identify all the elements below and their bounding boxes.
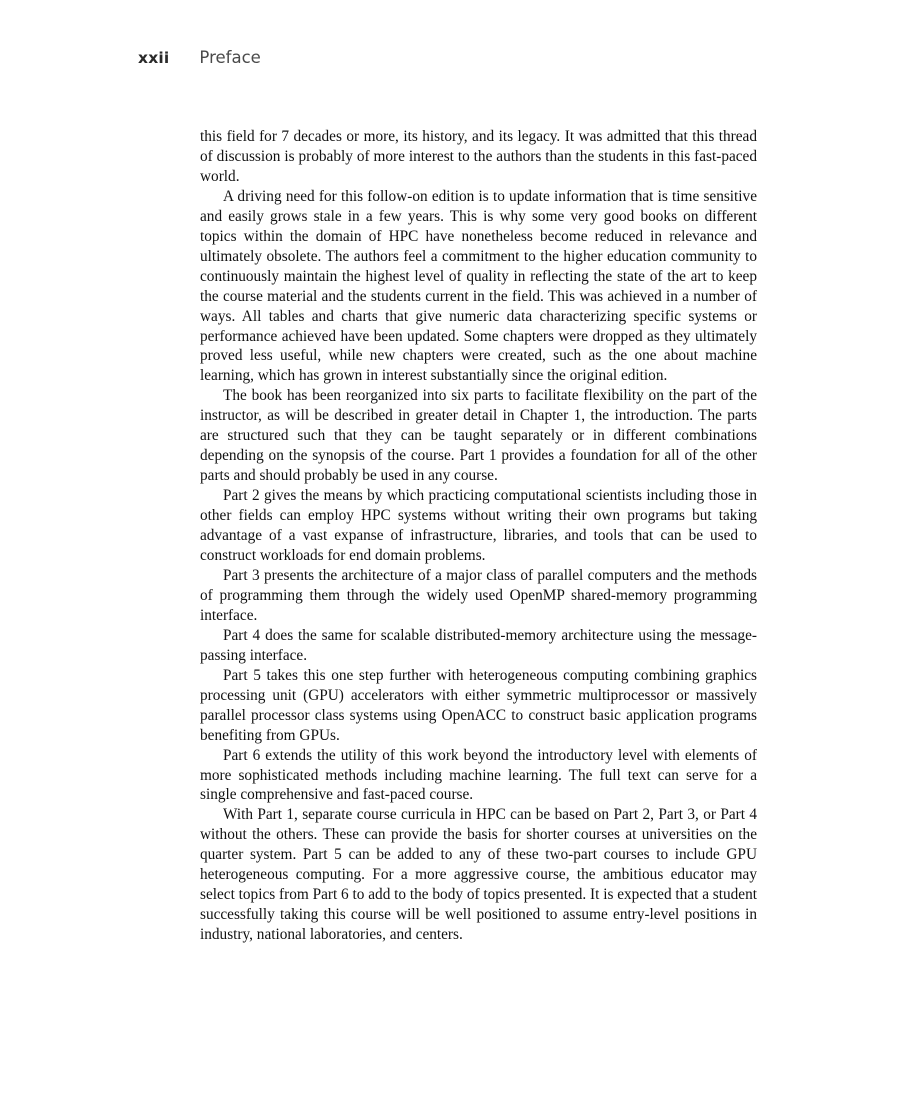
paragraph: Part 6 extends the utility of this work beyond the introductory level with elements of more sophisticated methods including machine learning. The full text can serve for a single comprehensive and fast-paced course.	[200, 746, 757, 804]
paragraph: With Part 1, separate course curricula in HPC can be based on Part 2, Part 3, or Part 4 without the others. These can provide the basis for shorter courses at universities on the quarter system. Part 5 can be added to any of these two-part courses to include GPU heterogeneous computing. For a more aggressive course, the ambitious educator may select topics from Part 6 to add to the body of topics presented. It is expected that a student successfully taking this course will be well positioned to assume entry-level positions in industry, national laboratories, and centers.	[200, 806, 757, 944]
paragraph: Part 2 gives the means by which practicing computational scientists including those in other fields can employ HPC systems without writing their own programs but taking advantage of a vast expanse of infrastructure, libraries, and tools that can be used to construct workloads for end domain problems.	[200, 487, 757, 565]
paragraph: Part 5 takes this one step further with heterogeneous computing combining graphics processing unit (GPU) accelerators with either symmetric multiprocessor or massively parallel processor class systems using OpenACC to construct basic application programs benefiting from GPUs.	[200, 666, 757, 744]
paragraph: this field for 7 decades or more, its history, and its legacy. It was admitted that this thread of discussion is probably of more interest to the authors than the students in this fast-paced world.	[200, 128, 757, 185]
paragraph: A driving need for this follow-on edition is to update information that is time sensitive and easily grows stale in a few years. This is why some very good books on different topics within the domain of HPC have nonetheless become reduced in relevance and ultimately obsolete. The authors feel a commitment to the higher education community to continuously maintain the highest level of quality in reflecting the state of the art to keep the course material and the students current in the field. This was achieved in a number of ways. All tables and charts that give numeric data characterizing specific systems or performance achieved have been updated. Some chapters were dropped as they ultimately proved less useful, while new chapters were created, such as the one about machine learning, which has grown in interest substantially since the original edition.	[200, 187, 757, 385]
section-title: Preface	[199, 48, 261, 67]
page-number: xxii	[138, 49, 170, 67]
paragraph: The book has been reorganized into six parts to facilitate flexibility on the part of the instructor, as will be described in greater detail in Chapter 1, the introduction. The parts are structured such that they can be taught separately or in different combinations depending on the synopsis of the course. Part 1 provides a foundation for all of the other parts and should probably be used in any course.	[200, 387, 757, 485]
body-text	[200, 127, 757, 945]
paragraph: Part 4 does the same for scalable distributed-memory architecture using the message-passing interface.	[200, 626, 757, 664]
paragraph: Part 3 presents the architecture of a major class of parallel computers and the methods of programming them through the widely used OpenMP shared-memory programming interface.	[200, 566, 757, 624]
running-head	[138, 48, 261, 72]
